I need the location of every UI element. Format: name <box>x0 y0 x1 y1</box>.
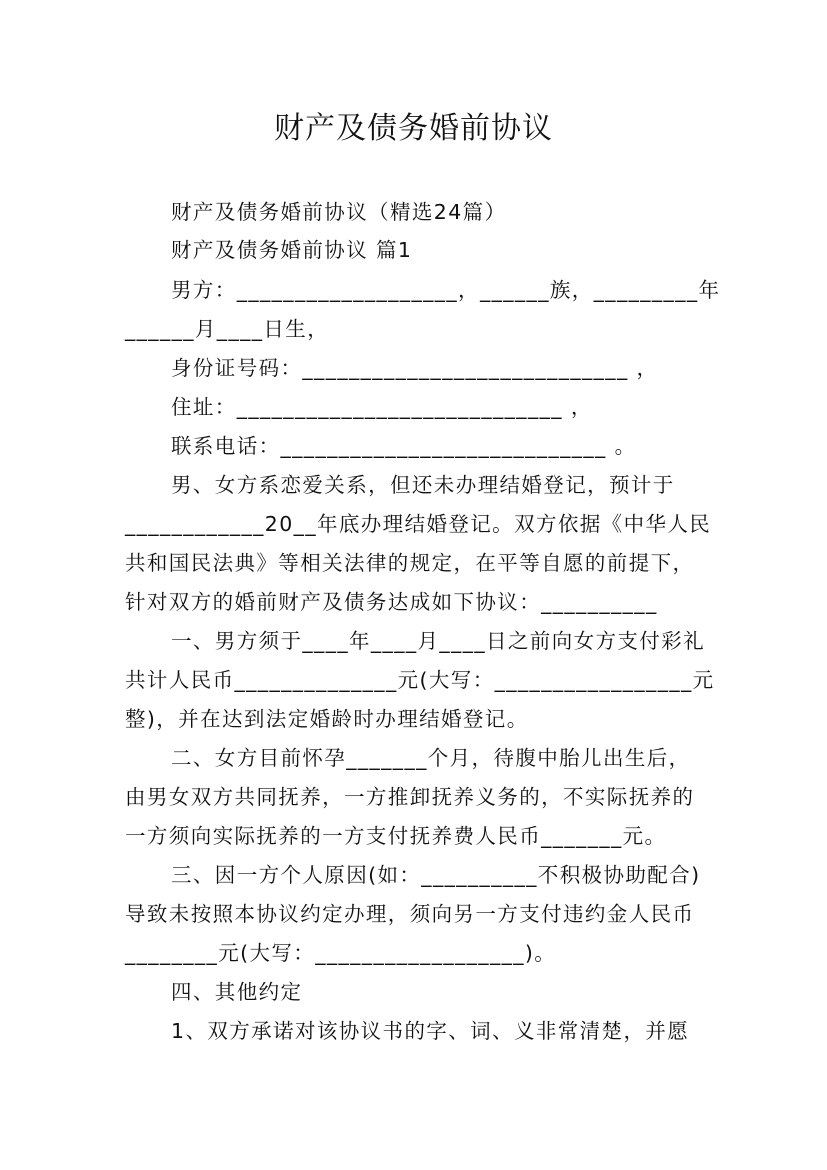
paragraph-line: 1、双方承诺对该协议书的字、词、义非常清楚，并愿 <box>171 1019 690 1043</box>
paragraph-line: ____________20__年底办理结婚登记。双方依据《中华人民 <box>125 512 712 536</box>
paragraph-line: 共和国民法典》等相关法律的规定，在平等自愿的前提下， <box>125 551 695 575</box>
paragraph-line: ________元(大写：__________________)。 <box>125 941 557 965</box>
paragraph-line: ______月____日生， <box>125 317 330 341</box>
paragraph-line: 由男女双方共同抚养，一方推卸抚养义务的，不实际抚养的 <box>125 785 695 809</box>
paragraph-line: 身份证号码：____________________________ ， <box>171 356 659 380</box>
paragraph-line: 三、因一方个人原因(如：__________不积极协助配合) <box>171 863 701 887</box>
paragraph-line: 住址：____________________________ ， <box>171 395 593 419</box>
paragraph-line: 整)，并在达到法定婚龄时办理结婚登记。 <box>125 707 529 731</box>
section-heading: 四、其他约定 <box>171 980 303 1004</box>
section-heading: 财产及债务婚前协议 篇1 <box>171 238 413 262</box>
paragraph-line: 导致未按照本协议约定办理，须向另一方支付违约金人民币 <box>125 902 695 926</box>
subtitle-line: 财产及债务婚前协议（精选24篇） <box>171 200 507 224</box>
paragraph-line: 一方须向实际抚养的一方支付抚养费人民币_______元。 <box>125 824 667 848</box>
paragraph-line: 联系电话：____________________________ 。 <box>171 434 637 458</box>
paragraph-line: 男方：___________________，______族，_________年 <box>171 278 721 302</box>
paragraph-line: 共计人民币______________元(大写：_________________元 <box>125 668 715 692</box>
paragraph-line: 针对双方的婚前财产及债务达成如下协议：__________ <box>125 590 658 614</box>
paragraph-line: 二、女方目前怀孕_______个月，待腹中胎儿出生后， <box>171 746 691 770</box>
paragraph-line: 男、女方系恋爱关系，但还未办理结婚登记，预计于 <box>171 473 675 497</box>
paragraph-line: 一、男方须于____年____月____日之前向女方支付彩礼 <box>171 629 705 653</box>
document-title: 财产及债务婚前协议 <box>274 111 553 146</box>
